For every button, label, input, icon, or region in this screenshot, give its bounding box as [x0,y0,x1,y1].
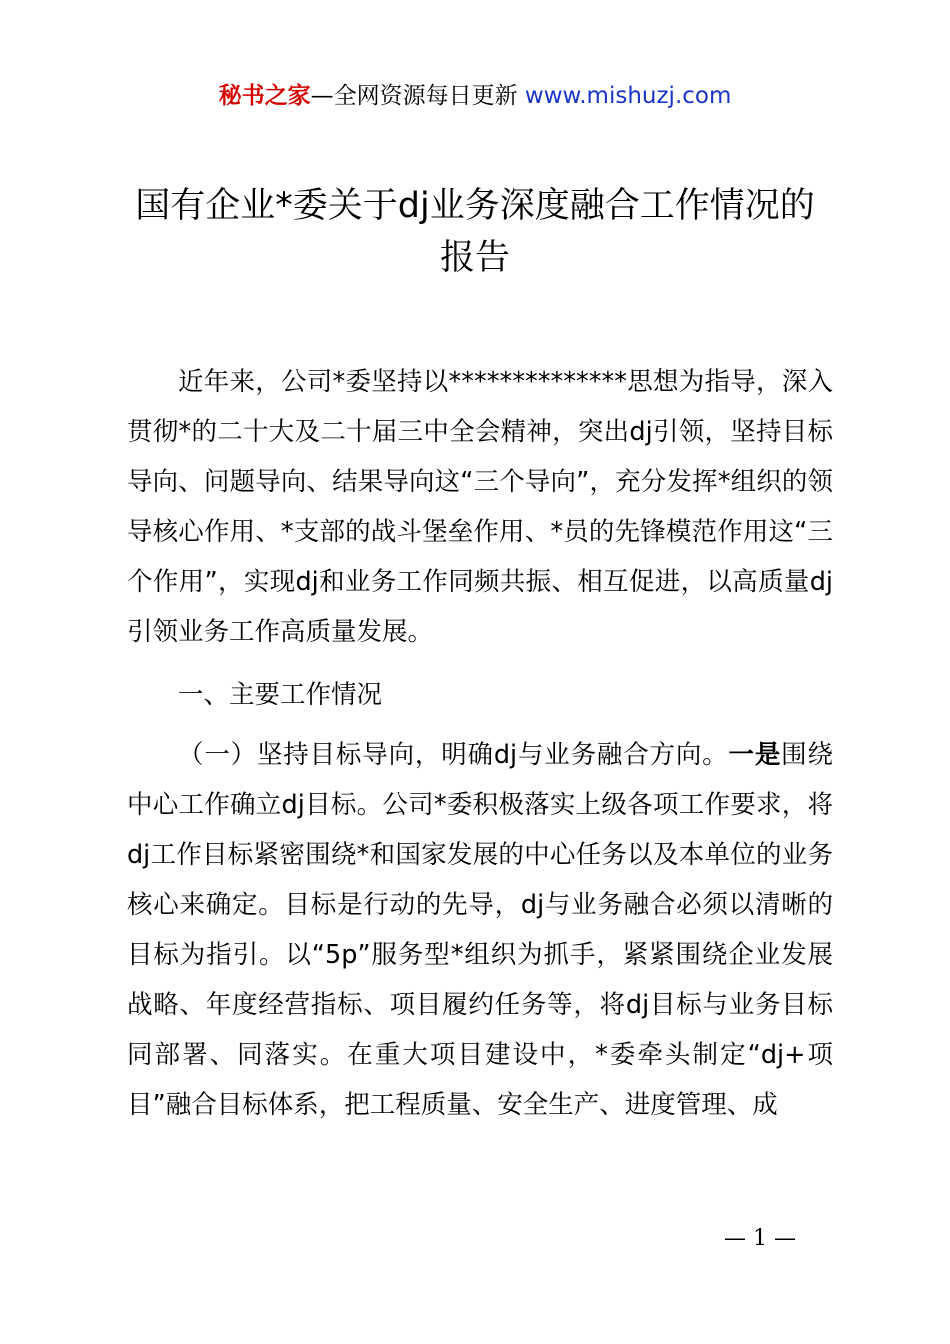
subsection-body: 围绕中心工作确立dj目标。公司*委积极落实上级各项工作要求，将dj工作目标紧密围绕*和国家发展的中心任务以及本单位的业务核心来确定。目标是行动的先导，dj与业务融合必须以清晰的目标为指引。以“5p”服务型*组织为抓手，紧紧围绕企业发展战略、年度经营指标、项目履约任务等，将dj目标与业务目标同部署、同落实。在重大项目建设中，*委牵头制定“dj+项目”融合目标体系，把工程质量、安全生产、进度管理、成 [127,740,833,1120]
page-number: — 1 — [724,1226,796,1251]
subsection-paragraph [127,730,833,1130]
section-heading: 一、主要工作情况 [178,680,383,710]
intro-paragraph: 近年来，公司*委坚持以**************思想为指导，深入贯彻*的二十大及二十届三中全会精神，突出dj引领，坚持目标导向、问题导向、结果导向这“三个导向”，充分发挥*组织的领导核心作用、*支部的战斗堡垒作用、*员的先锋模范作用这“三个作用”，实现dj和业务工作同频共振、相互促进，以高质量dj引领业务工作高质量发展。 [127,367,833,647]
document-title: 国有企业*委关于dj业务深度融合工作情况的报告 [135,186,815,278]
subsection-bold-marker: 一是 [728,740,782,770]
site-url-link[interactable]: www.mishuzj.com [524,83,732,109]
site-slogan: —全网资源每日更新 [310,83,525,109]
subsection-lead: （一）坚持目标导向，明确dj与业务融合方向。 [178,740,729,770]
site-header [0,80,950,112]
site-brand: 秘书之家 [218,83,311,109]
